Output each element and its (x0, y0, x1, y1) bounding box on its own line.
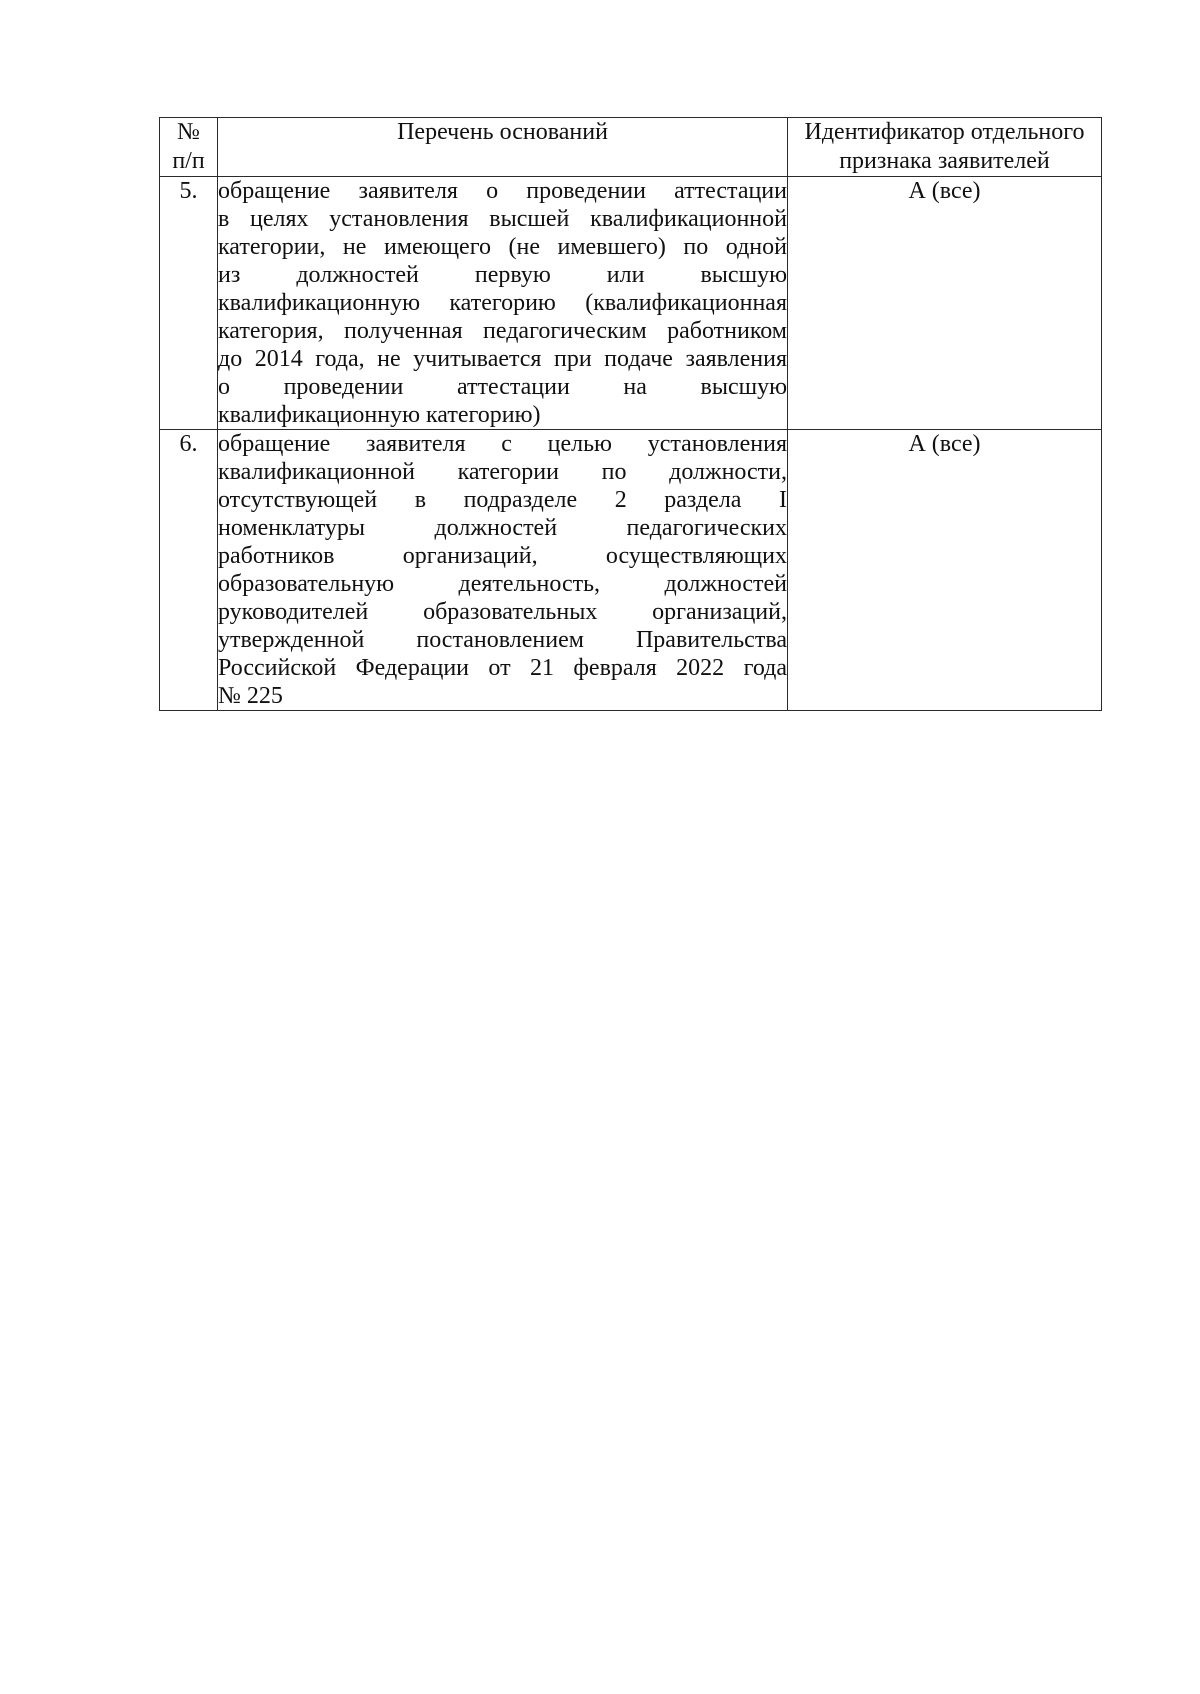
text-line: образовательную деятельность, должностей (218, 571, 787, 597)
text-line: обращение заявителя о проведении аттестации (218, 178, 787, 204)
text-line: обращение заявителя с целью установления (218, 431, 787, 457)
text-line: Российской Федерации от 21 февраля 2022 года (218, 655, 787, 681)
grounds-table (159, 117, 1102, 711)
header-number-line2: п/п (172, 148, 205, 174)
text-line: квалификационную категорию (квалификационная (218, 290, 787, 316)
text-line: квалификационной категории по должности, (218, 459, 787, 485)
row-identifier: А (все) (788, 177, 1102, 430)
table-header-row (160, 118, 1102, 177)
header-number-line1: № (177, 119, 200, 145)
text-line: из должностей первую или высшую (218, 262, 787, 288)
text-line: работников организаций, осуществляющих (218, 543, 787, 569)
row-number: 5. (160, 177, 218, 430)
header-identifier-line1: Идентификатор отдельного (804, 119, 1085, 145)
table-row (160, 430, 1102, 711)
text-line: утвержденной постановлением Правительства (218, 627, 787, 653)
text-line: категория, полученная педагогическим работником (218, 318, 787, 344)
text-line: квалификационную категорию) (218, 402, 541, 428)
table-row (160, 177, 1102, 430)
text-line: категории, не имеющего (не имевшего) по одной (218, 234, 787, 260)
text-line: в целях установления высшей квалификационной (218, 206, 787, 232)
text-line: до 2014 года, не учитывается при подаче заявления (218, 346, 787, 372)
header-identifier-line2: признака заявителей (839, 148, 1050, 174)
text-line: номенклатуры должностей педагогических (218, 515, 787, 541)
row-grounds-text (218, 177, 788, 430)
text-line: отсутствующей в подразделе 2 раздела I (218, 487, 787, 513)
row-grounds-text (218, 430, 788, 711)
header-number (160, 118, 218, 177)
row-number: 6. (160, 430, 218, 711)
row-identifier: А (все) (788, 430, 1102, 711)
header-grounds: Перечень оснований (218, 118, 788, 177)
header-identifier (788, 118, 1102, 177)
text-line: № 225 (218, 683, 283, 709)
text-line: руководителей образовательных организаций, (218, 599, 787, 625)
text-line: о проведении аттестации на высшую (218, 374, 787, 400)
